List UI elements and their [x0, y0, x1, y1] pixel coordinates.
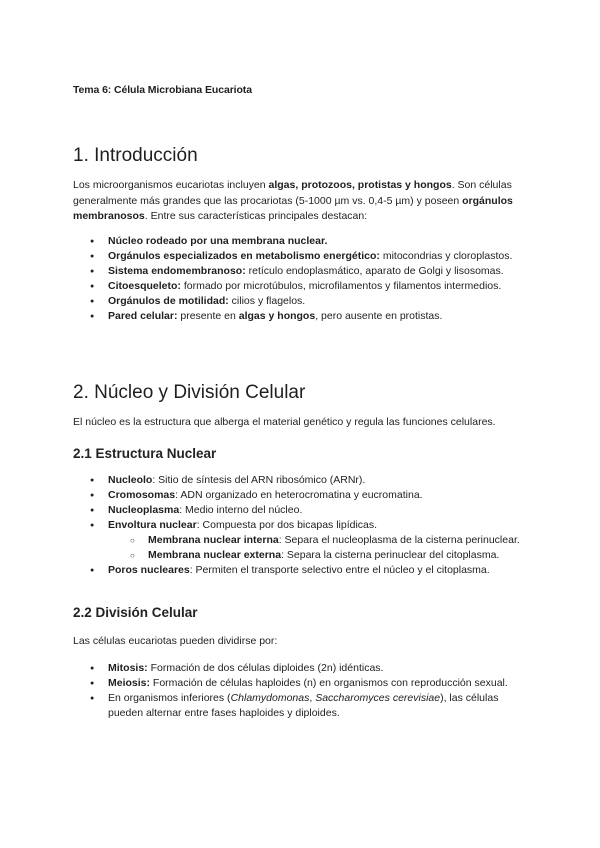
list-item	[90, 691, 530, 721]
item-italic: Saccharomyces cerevisiae	[315, 692, 441, 704]
item-text: : Permiten el transporte selectivo entre el núcleo y el citoplasma.	[189, 564, 490, 576]
list-item	[90, 518, 530, 563]
item-text: Formación de células haploides (n) en organismos con reproducción sexual.	[150, 677, 508, 689]
list-item	[90, 488, 530, 503]
item-term: Meiosis:	[108, 677, 151, 689]
subsection-2-2-title: 2.2 División Celular	[73, 605, 198, 620]
list-item	[90, 234, 530, 249]
intro-text-2: . Son células generalmente más grandes que las procariotas (5-1000 µm vs. 0,4-5 µm) y poseen	[73, 179, 512, 207]
item-text: : Separa la cisterna perinuclear del citoplasma.	[281, 549, 500, 561]
item-term: Poros nucleares	[108, 564, 190, 576]
section-1-list	[90, 234, 530, 324]
item-text: : Compuesta por dos bicapas lipídicas.	[196, 519, 378, 531]
item-text: formado por microtúbulos, microfilamentos y filamentos intermedios.	[180, 280, 502, 292]
sub-list-item	[130, 548, 530, 563]
list-item	[90, 309, 530, 324]
intro-text-3: . Entre sus características principales destacan:	[144, 210, 368, 222]
item-text: cilios y flagelos.	[228, 295, 306, 307]
item-term: Sistema endomembranoso:	[108, 265, 246, 277]
item-text: , pero ausente en protistas.	[315, 310, 443, 322]
section-1-title: 1. Introducción	[73, 145, 198, 166]
intro-text-1: Los microorganismos eucariotas incluyen	[73, 179, 269, 191]
section-2-title: 2. Núcleo y División Celular	[73, 382, 306, 403]
item-text: retículo endoplasmático, aparato de Golgi y lisosomas.	[245, 265, 504, 277]
item-term: Envoltura nuclear	[108, 519, 197, 531]
item-term: Pared celular:	[108, 310, 178, 322]
item-text: : ADN organizado en heterocromatina y eucromatina.	[175, 489, 423, 501]
item-text: mitocondrias y cloroplastos.	[379, 250, 513, 262]
item-term: Núcleo rodeado por una membrana nuclear.	[108, 235, 328, 247]
intro-bold-2: orgánulos membranosos	[73, 194, 513, 222]
list-item	[90, 249, 530, 264]
list-item	[90, 563, 530, 578]
item-term: Cromosomas	[108, 489, 176, 501]
item-term: Orgánulos especializados en metabolismo energético:	[108, 250, 380, 262]
list-item	[90, 661, 530, 676]
item-term: Membrana nuclear externa	[148, 549, 282, 561]
subsection-2-1-title: 2.1 Estructura Nuclear	[73, 446, 217, 461]
item-italic: Chlamydomonas	[230, 692, 310, 704]
sub-list-item	[130, 533, 530, 548]
list-item	[90, 473, 530, 488]
item-term: Nucleolo	[108, 474, 153, 486]
item-term: Membrana nuclear interna	[148, 534, 279, 546]
document-header: Tema 6: Célula Microbiana Eucariota	[73, 84, 252, 96]
item-bold: algas y hongos	[238, 310, 316, 322]
item-term: Mitosis:	[108, 662, 148, 674]
item-text: ,	[309, 692, 316, 704]
item-text: ), las células pueden alternar entre fases haploides y diploides.	[108, 692, 499, 719]
item-text: presente en	[177, 310, 239, 322]
list-item	[90, 676, 530, 691]
item-term: Nucleoplasma	[108, 504, 180, 516]
section-2-intro: El núcleo es la estructura que alberga el material genético y regula las funciones celulares.	[73, 416, 496, 428]
item-term: Citoesqueleto:	[108, 280, 181, 292]
item-text: : Medio interno del núcleo.	[179, 504, 303, 516]
item-text: Formación de dos células diploides (2n) idénticas.	[147, 662, 384, 674]
item-text: En organismos inferiores (	[108, 692, 231, 704]
section-1-intro	[73, 178, 533, 225]
item-text: : Separa el nucleoplasma de la cisterna perinuclear.	[278, 534, 520, 546]
list-item	[90, 503, 530, 518]
item-text: : Sitio de síntesis del ARN ribosómico (ARNr).	[152, 474, 366, 486]
subsection-2-2-intro: Las células eucariotas pueden dividirse por:	[73, 635, 278, 647]
item-term: Orgánulos de motilidad:	[108, 295, 229, 307]
subsection-2-2-list	[90, 661, 530, 721]
list-item	[90, 264, 530, 279]
sub-list	[108, 533, 530, 563]
subsection-2-1-list	[90, 473, 530, 578]
list-item	[90, 279, 530, 294]
intro-bold-1: algas, protozoos, protistas y hongos	[268, 179, 452, 191]
list-item	[90, 294, 530, 309]
